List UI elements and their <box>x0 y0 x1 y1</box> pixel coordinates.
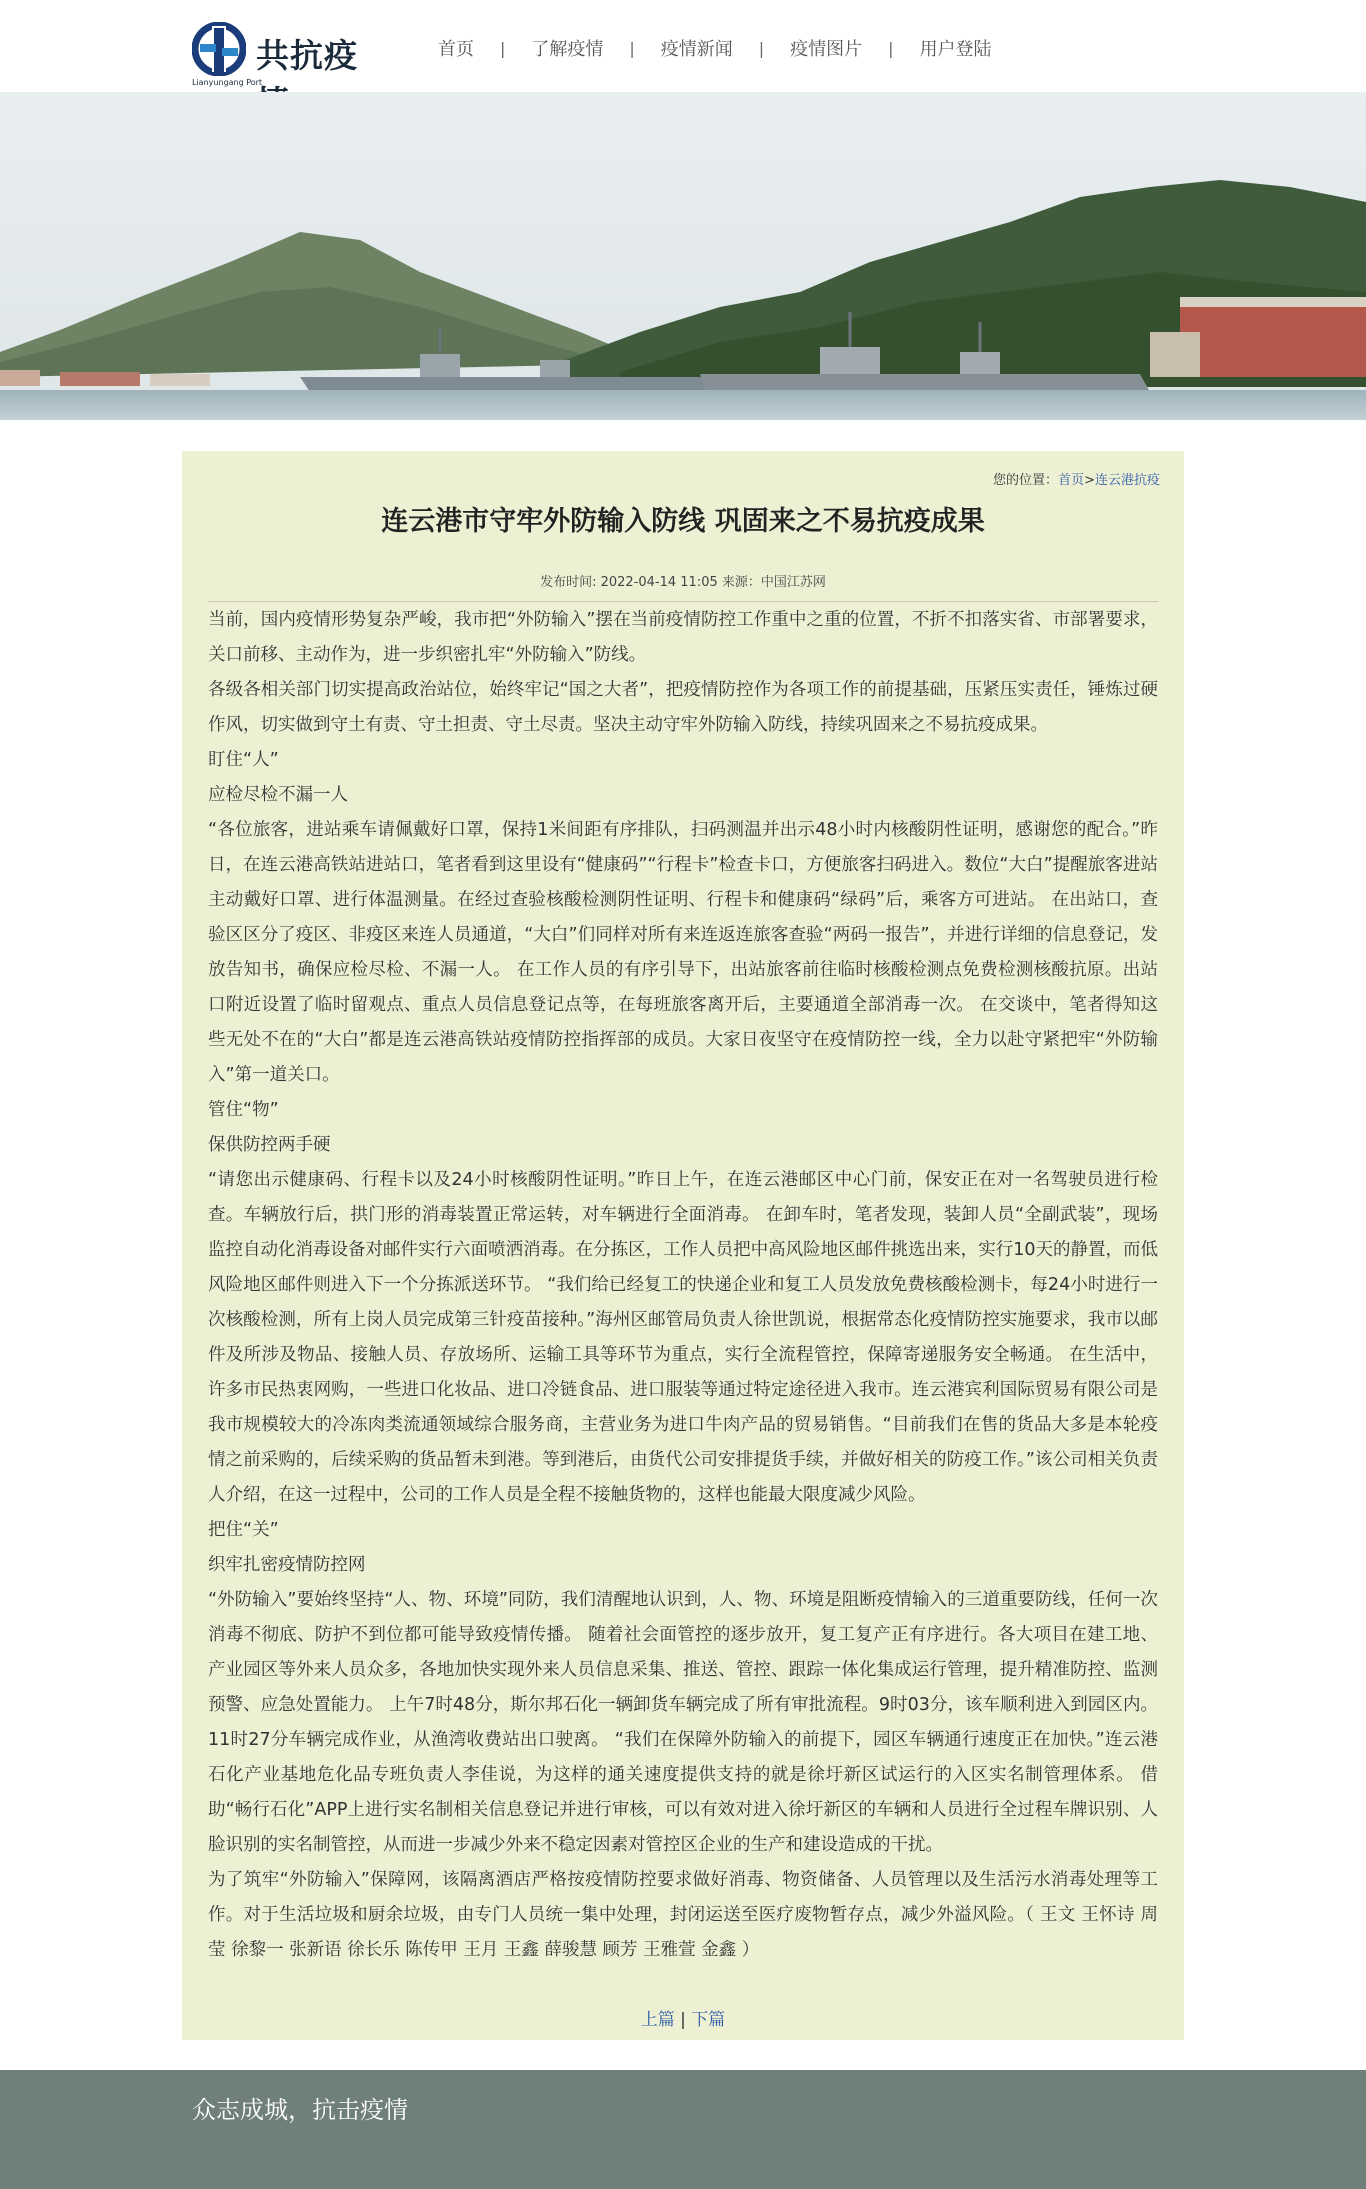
breadcrumb-current-link[interactable]: 连云港抗疫 <box>1094 473 1160 488</box>
article-meta: 发布时间: 2022-04-14 11:05 来源：中国江苏网 <box>540 575 826 590</box>
breadcrumb-separator: > <box>1084 473 1095 488</box>
harbor-landscape-image <box>0 92 1366 420</box>
section-heading: 把住“关” <box>208 1520 279 1540</box>
nav-learn-epidemic[interactable]: 了解疫情 <box>531 39 604 60</box>
nav-user-login[interactable]: 用户登陆 <box>919 39 992 60</box>
section-heading: 管住“物” <box>208 1100 279 1120</box>
breadcrumb-prefix: 您的位置： <box>993 473 1059 488</box>
logo-text: 共抗疫 <box>256 36 358 75</box>
article-paragraph: “外防输入”要始终坚持“人、物、环境”同防，我们清醒地认识到，人、物、环境是阻断疫情输入的三道重要防线，任何一次消毒不彻底、防护不到位都可能导致疫情传播。 随着社会面管控的逐步放开，复工复产正有序进行。各大项目在建工地、产业园区等外来人员众多，各地加快实现外来人员信息采集、推送、管控、跟踪一体化集成运行管理，提升精准防控、监测预警、应急处置能力。 上午7时48分，斯尔邦石化一辆卸货车辆完成了所有审批流程。9时03分，该车顺利进入到园区内。11时27分车辆完成作业，从渔湾收费站出口驶离。 “我们在保障外防输入的前提下，园区车辆通行速度正在加快。”连云港石化产业基地危化品专班负责人李佳说，为这样的通关速度提供支持的就是徐圩新区试运行的入区实名制管理体系。 借助“畅行石化”APP上进行实名制相关信息登记并进行审核，可以有效对进入徐圩新区的车辆和人员进行全过程车牌识别、人脸识别的实名制管控，从而进一步减少外来不稳定因素对管控区企业的生产和建设造成的干扰。 <box>208 1590 1158 1855</box>
article-paragraph: “各位旅客，进站乘车请佩戴好口罩，保持1米间距有序排队，扫码测温并出示48小时内核酸阴性证明，感谢您的配合。”昨日，在连云港高铁站进站口，笔者看到这里设有“健康码”“行程卡”检查卡口，方便旅客扫码进入。数位“大白”提醒旅客进站主动戴好口罩、进行体温测量。在经过查验核酸检测阴性证明、行程卡和健康码“绿码”后，乘客方可进站。 在出站口，查验区区分了疫区、非疫区来连人员通道，“大白”们同样对所有来连返连旅客查验“两码一报告”，并进行详细的信息登记，发放告知书，确保应检尽检、不漏一人。 在工作人员的有序引导下，出站旅客前往临时核酸检测点免费检测核酸抗原。出站口附近设置了临时留观点、重点人员信息登记点等，在每班旅客离开后，主要通道全部消毒一次。 在交谈中，笔者得知这些无处不在的“大白”都是连云港高铁站疫情防控指挥部的成员。大家日夜坚守在疫情防控一线，全力以赴守紧把牢“外防输入”第一道关口。 <box>208 820 1158 1085</box>
hero-banner <box>0 92 1366 420</box>
next-article-link[interactable]: 下篇 <box>691 2010 726 2030</box>
nav-separator: | <box>500 38 506 58</box>
section-subheading: 保供防控两手硬 <box>208 1135 331 1155</box>
nav-separator: | <box>758 38 765 58</box>
nav-separator: | <box>888 38 894 58</box>
article-paragraph: 各级各相关部门切实提高政治站位，始终牢记“国之大者”，把疫情防控作为各项工作的前提基础，压紧压实责任，锤炼过硬作风，切实做到守土有责、守土担责、守土尽责。坚决主动守牢外防输入防线，持续巩固来之不易抗疫成果。 <box>208 680 1158 735</box>
article-body <box>208 603 1158 1968</box>
footer-slogan: 众志成城，抗击疫情 <box>192 2096 408 2124</box>
logo-subtitle: Lianyungang Port <box>192 78 263 87</box>
site-footer <box>0 2070 1366 2189</box>
title-divider <box>208 601 1158 602</box>
port-logo-icon <box>192 22 246 76</box>
article-pager <box>182 2005 1184 2030</box>
breadcrumb-home-link[interactable]: 首页 <box>1058 473 1085 488</box>
breadcrumb <box>993 469 1160 488</box>
section-subheading: 织牢扎密疫情防控网 <box>208 1555 366 1575</box>
article-paragraph: 当前，国内疫情形势复杂严峻，我市把“外防输入”摆在当前疫情防控工作重中之重的位置，不折不扣落实省、市部署要求，关口前移、主动作为，进一步织密扎牢“外防输入”防线。 <box>208 610 1158 665</box>
article-paragraph: 为了筑牢“外防输入”保障网，该隔离酒店严格按疫情防控要求做好消毒、物资储备、人员管理以及生活污水消毒处理等工作。对于生活垃圾和厨余垃圾，由专门人员统一集中处理，封闭运送至医疗废物暂存点，减少外溢风险。（ 王文 王怀诗 周莹 徐黎一 张新语 徐长乐 陈传甲 王月 王鑫 薛骏慧 顾芳 王雅萱 金鑫 ） <box>208 1870 1158 1960</box>
article-paragraph: “请您出示健康码、行程卡以及24小时核酸阴性证明。”昨日上午，在连云港邮区中心门前，保安正在对一名驾驶员进行检查。车辆放行后，拱门形的消毒装置正常运转，对车辆进行全面消毒。 在卸车时，笔者发现，装卸人员“全副武装”，现场监控自动化消毒设备对邮件实行六面喷洒消毒。在分拣区，工作人员把中高风险地区邮件挑选出来，实行10天的静置，而低风险地区邮件则进入下一个分拣派送环节。 “我们给已经复工的快递企业和复工人员发放免费核酸检测卡，每24小时进行一次核酸检测，所有上岗人员完成第三针疫苗接种。”海州区邮管局负责人徐世凯说，根据常态化疫情防控实施要求，我市以邮件及所涉及物品、接触人员、存放场所、运输工具等环节为重点，实行全流程管控，保障寄递服务安全畅通。 在生活中，许多市民热衷网购，一些进口化妆品、进口冷链食品、进口服装等通过特定途径进入我市。连云港宾利国际贸易有限公司是我市规模较大的冷冻肉类流通领域综合服务商，主营业务为进口牛肉产品的贸易销售。“目前我们在售的货品大多是本轮疫情之前采购的，后续采购的货品暂未到港。等到港后，由货代公司安排提货手续，并做好相关的防疫工作。”该公司相关负责人介绍，在这一过程中，公司的工作人员是全程不接触货物的，这样也能最大限度减少风险。 <box>208 1170 1158 1505</box>
nav-epidemic-photos[interactable]: 疫情图片 <box>790 39 863 60</box>
article-title: 连云港市守牢外防输入防线 巩固来之不易抗疫成果 <box>381 506 985 537</box>
nav-epidemic-news[interactable]: 疫情新闻 <box>660 39 733 60</box>
nav-separator: | <box>629 38 635 58</box>
prev-article-link[interactable]: 上篇 <box>640 2010 675 2030</box>
pager-separator: | <box>680 2010 686 2030</box>
nav-home[interactable]: 首页 <box>438 39 474 60</box>
article-panel <box>182 451 1184 2040</box>
section-subheading: 应检尽检不漏一人 <box>208 785 348 805</box>
site-logo[interactable] <box>192 20 382 86</box>
section-heading: 盯住“人” <box>208 750 279 770</box>
site-header <box>0 0 1366 92</box>
main-nav <box>420 36 1010 60</box>
